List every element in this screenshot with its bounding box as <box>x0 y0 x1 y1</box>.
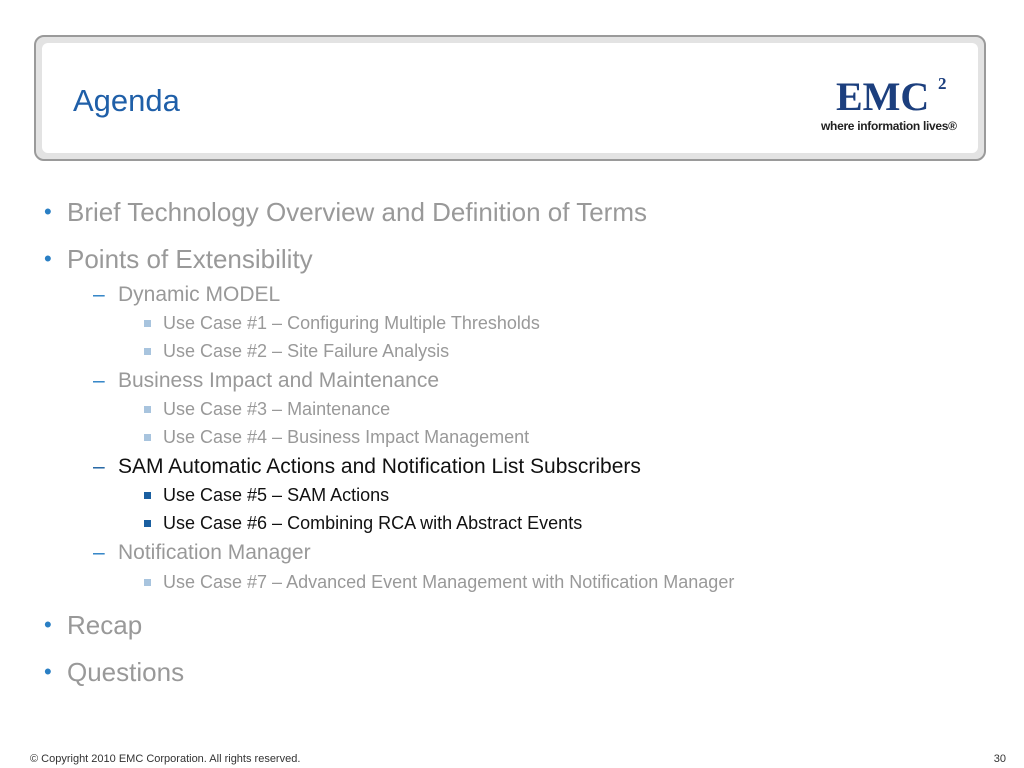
agenda-subitem-label: Dynamic MODEL <box>118 283 281 306</box>
square-bullet-icon <box>144 320 151 327</box>
bullet-icon: • <box>44 659 52 684</box>
agenda-usecase-label: Use Case #5 – SAM Actions <box>163 485 390 505</box>
agenda-item-label: Recap <box>67 610 143 640</box>
agenda-subitem-label: SAM Automatic Actions and Notification List Subscribers <box>118 455 641 478</box>
agenda-usecase-label: Use Case #7 – Advanced Event Management with Notification Manager <box>163 572 735 592</box>
logo-tagline: where information lives® <box>821 119 957 133</box>
agenda-usecase-label: Use Case #4 – Business Impact Management <box>163 427 530 447</box>
square-bullet-icon <box>144 406 151 413</box>
square-bullet-icon <box>144 520 151 527</box>
agenda-usecase-label: Use Case #2 – Site Failure Analysis <box>163 341 450 361</box>
agenda-subitem-label: Business Impact and Maintenance <box>118 369 440 392</box>
bullet-icon: • <box>44 199 52 224</box>
page-number: 30 <box>993 753 1006 765</box>
bullet-icon: • <box>44 612 52 637</box>
square-bullet-icon <box>144 492 151 499</box>
dash-icon: – <box>93 455 105 478</box>
logo-superscript: 2 <box>938 74 947 93</box>
agenda-item-label: Points of Extensibility <box>67 244 313 274</box>
square-bullet-icon <box>144 579 151 586</box>
dash-icon: – <box>93 369 105 392</box>
page-title: Agenda <box>73 83 180 118</box>
agenda-item-label: Brief Technology Overview and Definition of Terms <box>67 197 647 227</box>
agenda-item-label: Questions <box>67 657 185 687</box>
agenda-usecase-label: Use Case #1 – Configuring Multiple Thresholds <box>163 313 540 333</box>
agenda-usecase-label: Use Case #6 – Combining RCA with Abstract Events <box>163 513 583 533</box>
bullet-icon: • <box>44 246 52 271</box>
agenda-subitem-label: Notification Manager <box>118 541 311 564</box>
dash-icon: – <box>93 283 105 306</box>
agenda-usecase-label: Use Case #3 – Maintenance <box>163 399 391 419</box>
square-bullet-icon <box>144 434 151 441</box>
logo-wordmark: EMC <box>836 74 930 119</box>
square-bullet-icon <box>144 348 151 355</box>
copyright-notice: © Copyright 2010 EMC Corporation. All rights reserved. <box>30 753 301 765</box>
dash-icon: – <box>93 541 105 564</box>
